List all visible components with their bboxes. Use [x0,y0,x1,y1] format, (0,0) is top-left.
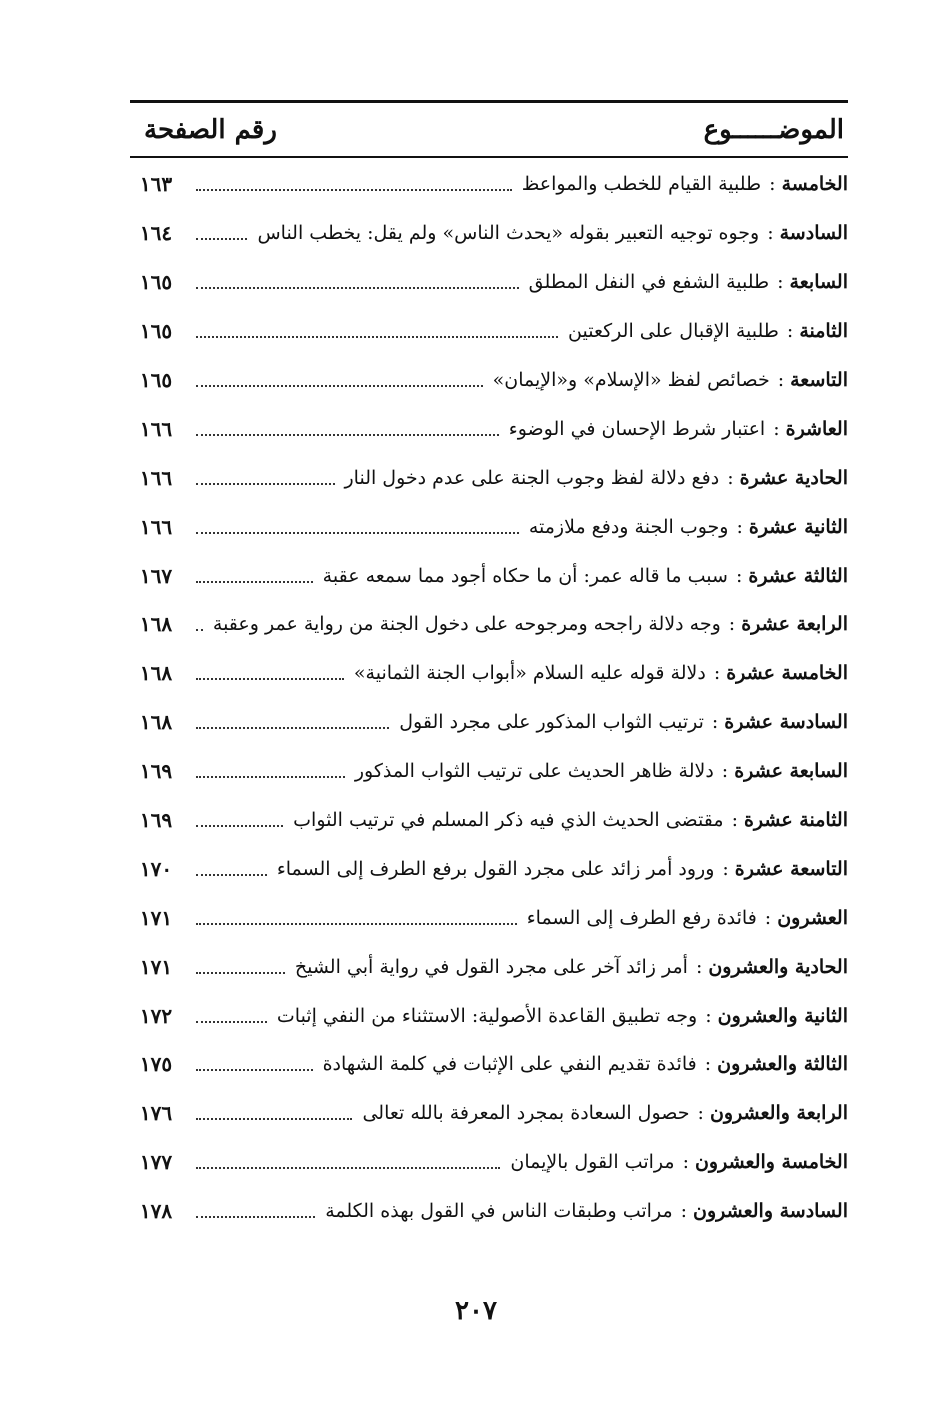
toc-entry [130,1138,848,1187]
toc-list [130,160,848,1236]
toc-entry [130,991,848,1040]
toc-entry [130,844,848,893]
toc-entry [130,160,848,209]
entry-page-number: ١٧٥ [139,1052,173,1077]
entry-title: وجه دلالة راجحه ومرجوحه على دخول الجنة من رواية عمر وعقبة [212,613,721,636]
entry-separator: : [735,564,743,587]
entry-separator: : [680,1200,688,1223]
entry-label: السادسة عشرة [724,711,848,734]
entry-label: العشرون [777,906,848,929]
entry-title: أمر زائد آخر على مجرد القول في رواية أبي الشيخ [294,955,688,978]
entry-label: الرابعة عشرة [741,613,848,636]
entry-separator: : [727,466,734,489]
entry-label: الخامسة والعشرون [694,1151,848,1174]
dot-leader [196,238,247,240]
dot-leader [196,825,283,827]
dot-leader [196,874,267,876]
entry-page-number: ١٦٨ [139,612,173,637]
entry-separator: : [773,417,780,440]
entry-separator: : [682,1151,689,1174]
entry-separator: : [722,857,729,880]
entry-label: السابعة عشرة [734,760,848,783]
entry-page-number: ١٦٦ [139,514,173,539]
entry-label: الحادية عشرة [739,466,848,489]
entry-label: الثالثة عشرة [748,564,848,587]
toc-entry [130,1040,848,1089]
entry-title: فائدة تقديم النفي على الإثبات في كلمة الشهادة [322,1053,697,1076]
entry-label: الثانية والعشرون [717,1004,848,1027]
toc-entry [130,209,848,258]
entry-page-number: ١٦٨ [139,710,173,735]
toc-entry [130,307,848,356]
toc-entry [130,502,848,551]
dot-leader [196,434,499,436]
entry-label: الخامسة عشرة [726,662,848,685]
dot-leader [196,287,519,289]
entry-separator: : [711,711,719,734]
entry-page-number: ١٦٧ [139,563,173,588]
entry-separator: : [728,613,736,636]
dot-leader [196,1069,313,1071]
toc-entry [130,942,848,991]
entry-page-number: ١٦٥ [139,368,173,392]
toc-entry [130,1089,848,1138]
entry-title: اعتبار شرط الإحسان في الوضوء [508,417,766,440]
dot-leader [196,1216,315,1218]
entry-separator: : [769,173,776,196]
dot-leader [196,1118,352,1120]
entry-separator: : [767,222,774,245]
entry-label: الرابعة والعشرون [709,1102,848,1125]
entry-title: مقتضى الحديث الذي فيه ذكر المسلم في ترتيب الثواب [293,809,724,832]
dot-leader [196,923,517,925]
entry-separator: : [777,271,784,294]
dot-leader [196,1021,267,1023]
entry-page-number: ١٦٦ [139,465,173,490]
entry-title: خصائص لفظ «الإسلام» و«الإيمان» [492,369,770,391]
dot-leader [196,336,558,338]
entry-title: حصول السعادة بمجرد المعرفة بالله تعالى [362,1102,690,1125]
entry-page-number: ١٧١ [139,954,173,979]
entry-label: التاسعة عشرة [734,857,848,880]
entry-page-number: ١٦٤ [139,221,173,246]
entry-page-number: ١٦٩ [139,808,173,833]
entry-separator: : [786,320,794,343]
top-rule [130,100,848,103]
dot-leader [196,972,285,974]
dot-leader [196,1167,500,1169]
entry-label: الخامسة [781,173,848,196]
header-rule [130,156,848,158]
toc-entry [130,551,848,600]
toc-entry [130,453,848,502]
entry-label: السابعة [789,271,848,294]
entry-page-number: ١٦٣ [139,172,173,197]
toc-header [130,108,848,152]
entry-title: طلبية الشفع في النفل المطلق [528,271,770,294]
dot-leader [196,629,203,631]
entry-separator: : [695,955,703,978]
entry-label: الثانية عشرة [748,515,848,538]
entry-title: وجوه توجيه التعبير بقوله «يحدث الناس» ولم يقل: يخطب الناس [257,222,760,245]
entry-page-number: ١٧٢ [139,1003,173,1028]
entry-page-number: ١٦٩ [139,759,173,784]
entry-separator: : [764,906,772,929]
entry-title: وجوب الجنة ودفع ملازمته [528,515,729,538]
toc-entry [130,356,848,405]
dot-leader [196,776,345,778]
entry-label: العاشرة [785,417,848,440]
entry-title: دلالة قوله عليه السلام «أبواب الجنة الثمانية» [353,662,706,685]
toc-entry [130,698,848,747]
entry-page-number: ١٦٨ [139,661,173,686]
dot-leader [196,727,389,729]
entry-separator: : [736,515,743,538]
entry-label: السادسة [779,222,848,245]
toc-entry [130,649,848,698]
entry-separator: : [721,760,729,783]
entry-separator: : [777,369,785,391]
entry-title: مراتب القول بالإيمان [510,1151,675,1174]
entry-title: طلبية القيام للخطب والمواعظ [521,173,762,196]
toc-entry [130,747,848,796]
dot-leader [196,532,519,534]
entry-separator: : [713,662,721,685]
entry-title: ورود أمر زائد على مجرد القول برفع الطرف إلى السماء [276,857,715,880]
entry-separator: : [697,1102,704,1125]
entry-page-number: ١٦٥ [139,270,173,295]
toc-entry [130,600,848,649]
entry-page-number: ١٦٥ [139,319,173,344]
toc-entry [130,404,848,453]
entry-page-number: ١٧١ [139,905,173,930]
subject-column-label: الموضــــــوع [703,115,844,145]
entry-title: دفع دلالة لفظ وجوب الجنة على عدم دخول النار [344,466,720,489]
entry-label: الثامنة عشرة [743,809,848,832]
entry-title: وجه تطبيق القاعدة الأصولية: الاستثناء من النفي إثبات [276,1004,698,1027]
toc-entry [130,258,848,307]
entry-separator: : [731,809,738,832]
toc-entry [130,1187,848,1236]
entry-page-number: ١٧٦ [139,1101,173,1126]
entry-label: الثامنة [799,320,848,343]
entry-title: سبب ما قاله عمر: أن ما حكاه أجود مما سمعه عقبة [322,564,728,587]
entry-label: الثالثة والعشرون [717,1053,848,1076]
dot-leader [196,678,344,680]
dot-leader [196,581,313,583]
entry-title: ترتيب الثواب المذكور على مجرد القول [399,711,704,734]
entry-separator: : [705,1004,712,1027]
entry-page-number: ١٦٦ [139,416,173,441]
entry-title: دلالة ظاهر الحديث على ترتيب الثواب المذكور [354,760,714,783]
entry-title: مراتب وطبقات الناس في القول بهذه الكلمة [325,1200,673,1223]
entry-label: السادسة والعشرون [693,1200,848,1223]
entry-label: التاسعة [790,369,848,391]
entry-title: طلبية الإقبال على الركعتين [568,320,779,343]
entry-separator: : [704,1053,712,1076]
entry-page-number: ١٧٨ [139,1199,173,1224]
entry-page-number: ١٧٧ [139,1150,173,1175]
entry-page-number: ١٧٠ [139,856,173,881]
dot-leader [196,385,483,387]
page-number: ٢٠٧ [455,1296,497,1326]
toc-entry [130,796,848,845]
entry-title: فائدة رفع الطرف إلى السماء [526,906,757,929]
dot-leader [196,189,512,191]
page-column-label: رقم الصفحة [144,115,277,145]
entry-label: الحادية والعشرون [708,955,848,978]
toc-entry [130,893,848,942]
dot-leader [196,483,335,485]
